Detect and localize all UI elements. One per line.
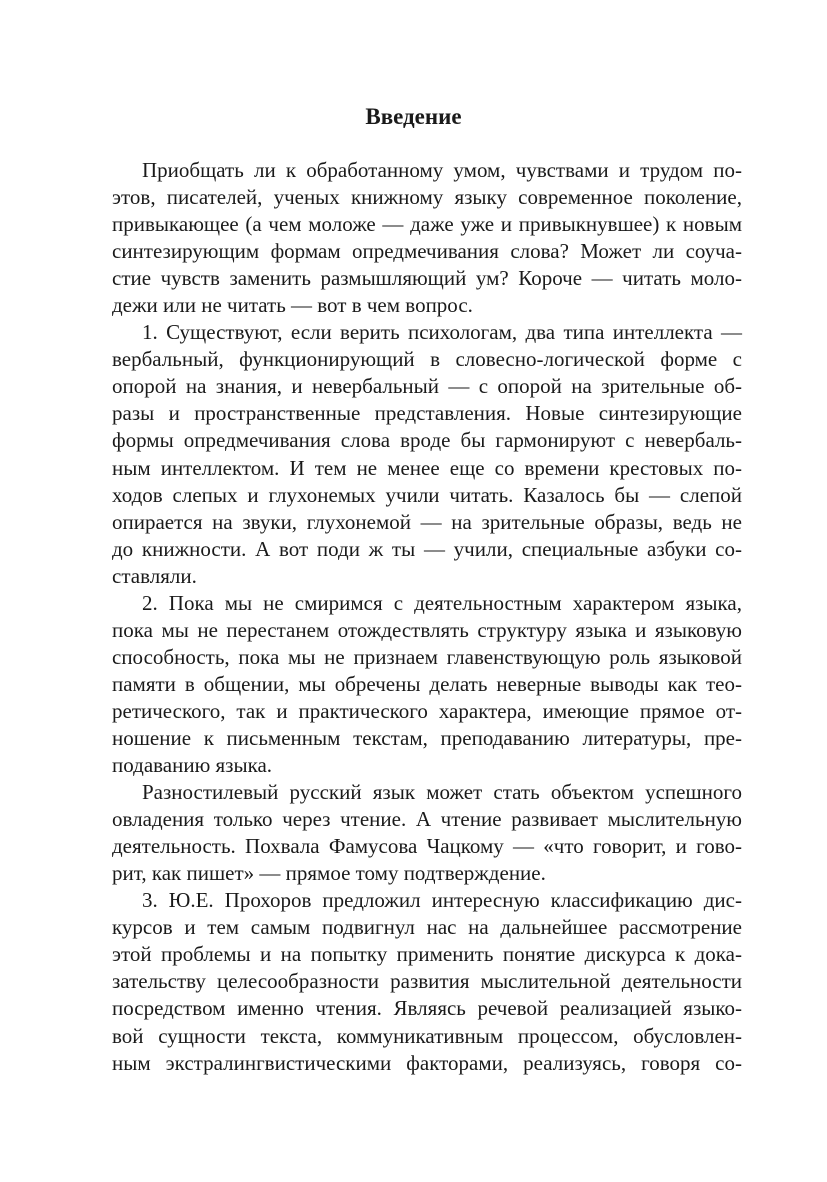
text-line: ходов слепых и глухонемых учили читать. Казалось бы — слепой xyxy=(112,482,742,507)
text-line: Разностилевый русский язык может стать объектом успешного xyxy=(142,780,742,805)
text-line: стие чувств заменить размышляющий ум? Короче — читать моло- xyxy=(112,266,742,291)
text-line: вербальный, функционирующий в словесно-логической форме с xyxy=(112,347,742,372)
text-line: пока мы не перестанем отождествлять структуру языка и языковую xyxy=(112,617,742,642)
text-line: до книжности. А вот поди ж ты — учили, специальные азбуки со- xyxy=(112,536,742,561)
paragraph xyxy=(112,157,742,319)
text-line: синтезирующим формам опредмечивания слова? Может ли соуча- xyxy=(112,239,742,264)
body-text xyxy=(112,157,742,1077)
paragraph xyxy=(112,779,742,887)
paragraph xyxy=(112,590,742,779)
text-line: 2. Пока мы не смиримся с деятельностным характером языка, xyxy=(142,590,742,615)
text-line: зательству целесообразности развития мыслительной деятельности xyxy=(112,969,742,994)
text-line: подаванию языка. xyxy=(112,753,273,778)
text-line: дежи или не читать — вот в чем вопрос. xyxy=(112,293,473,318)
text-line: овладения только через чтение. А чтение развивает мыслительную xyxy=(112,807,742,832)
text-line: опорой на знания, и невербальный — с опорой на зрительные об- xyxy=(112,374,742,399)
text-line: рит, как пишет» — прямое тому подтверждение. xyxy=(112,861,546,886)
text-line: ным интеллектом. И тем не менее еще со времени крестовых по- xyxy=(112,455,742,480)
text-line: курсов и тем самым подвигнул нас на дальнейшее рассмотрение xyxy=(112,915,742,940)
text-line: посредством именно чтения. Являясь речевой реализацией языко- xyxy=(112,996,742,1021)
paragraph xyxy=(112,319,742,589)
text-line: способность, пока мы не признаем главенствующую роль языковой xyxy=(112,644,742,669)
text-line: деятельность. Похвала Фамусова Чацкому — «что говорит, и гово- xyxy=(112,834,742,859)
paragraph xyxy=(112,887,742,1076)
text-line: ретического, так и практического характера, имеющие прямое от- xyxy=(112,698,742,723)
chapter-title: Введение xyxy=(365,104,462,129)
text-line: этов, писателей, ученых книжному языку современное поколение, xyxy=(112,185,742,210)
text-line: вой сущности текста, коммуникативным процессом, обусловлен- xyxy=(112,1023,742,1048)
text-line: 1. Существуют, если верить психологам, два типа интеллекта — xyxy=(142,320,742,345)
text-line: разы и пространственные представления. Новые синтезирующие xyxy=(112,401,742,426)
text-line: привыкающее (а чем моложе — даже уже и привыкнувшее) к новым xyxy=(112,212,742,237)
text-line: ным экстралингвистическими факторами, реализуясь, говоря со- xyxy=(112,1050,742,1075)
text-line: памяти в общении, мы обречены делать неверные выводы как тео- xyxy=(112,671,742,696)
text-line: Приобщать ли к обработанному умом, чувствами и трудом по- xyxy=(142,158,742,182)
text-line: ставляли. xyxy=(112,563,197,588)
text-line: этой проблемы и на попытку применить понятие дискурса к дока- xyxy=(112,942,742,967)
text-line: 3. Ю.Е. Прохоров предложил интересную классификацию дис- xyxy=(142,888,742,913)
text-line: формы опредмечивания слова вроде бы гармонируют с невербаль- xyxy=(112,428,742,453)
text-line: ношение к письменным текстам, преподаванию литературы, пре- xyxy=(112,725,742,750)
text-line: опирается на звуки, глухонемой — на зрительные образы, ведь не xyxy=(112,509,742,534)
